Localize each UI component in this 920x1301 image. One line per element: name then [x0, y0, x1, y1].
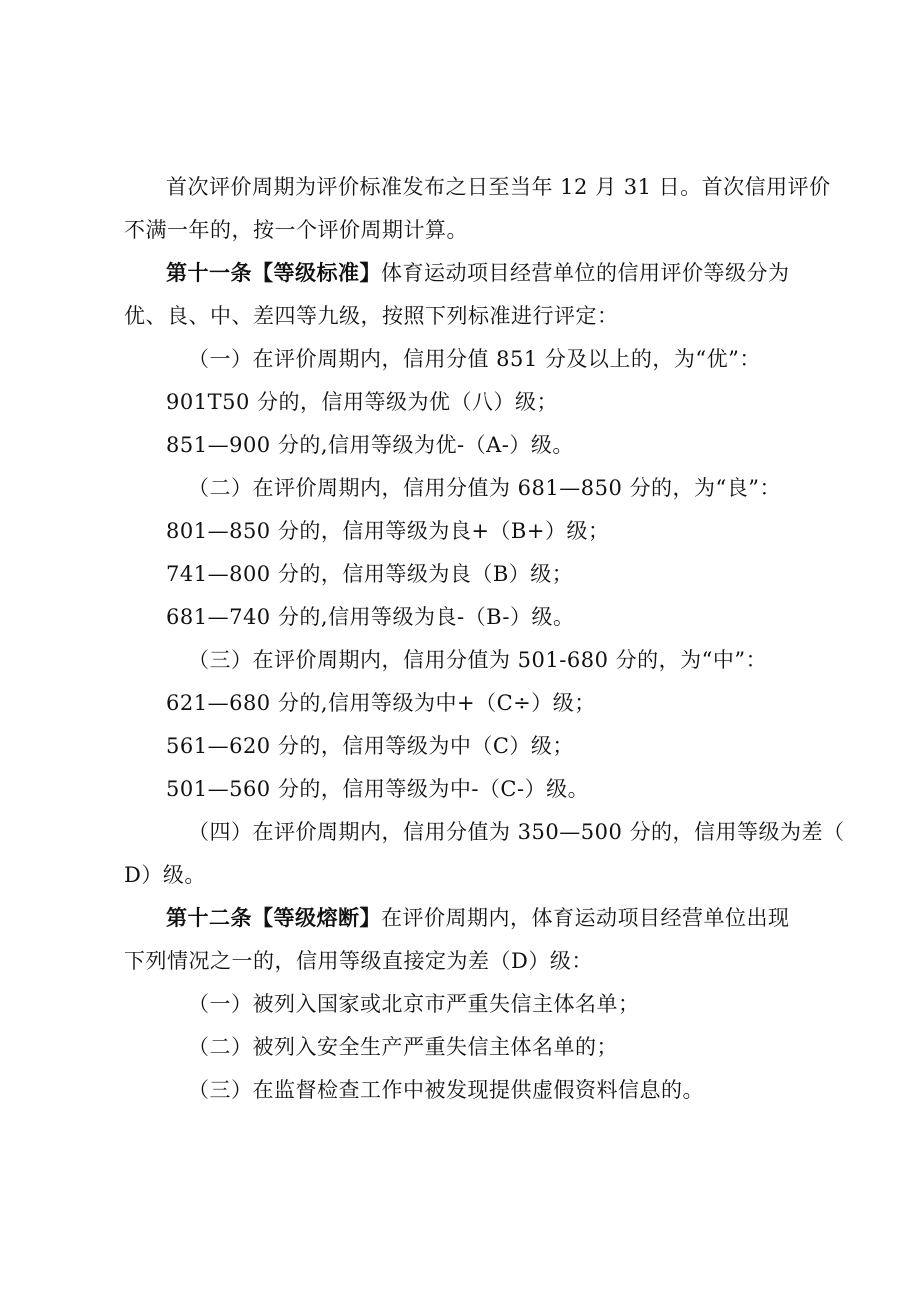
clause-line [188, 817, 845, 847]
line-text: 741—800 分的，信用等级为良（B）级； [166, 562, 574, 586]
line-text: （二）被列入安全生产严重失信主体名单的； [188, 1035, 618, 1059]
line-text: 901T50 分的，信用等级为优（八）级； [166, 390, 558, 414]
clause-line [188, 1032, 618, 1062]
grade-line [166, 688, 596, 718]
line-text: （四）在评价周期内，信用分值为 350—500 分的，信用等级为差（ [188, 820, 845, 844]
grade-line [166, 774, 589, 804]
grade-line [166, 430, 574, 460]
paragraph-line [124, 215, 468, 245]
article-title: 第十二条【等级熔断】 [166, 906, 381, 930]
line-text: 561—620 分的，信用等级为中（C）级； [166, 734, 574, 758]
article-heading-line [166, 903, 790, 933]
line-text: （一）被列入国家或北京市严重失信主体名单； [188, 992, 640, 1016]
line-text: 501—560 分的，信用等级为中-（C-）级。 [166, 777, 590, 801]
paragraph-line [166, 172, 831, 202]
line-text: （一）在评价周期内，信用分值 851 分及以上的，为“优”： [188, 347, 761, 371]
paragraph-line [124, 301, 619, 331]
paragraph-line [124, 860, 206, 890]
grade-line [166, 731, 574, 761]
clause-line [188, 344, 761, 374]
article-heading-line [166, 258, 790, 288]
line-text: 801—850 分的，信用等级为良+（B+）级； [166, 519, 610, 543]
line-text: D）级。 [124, 863, 206, 887]
clause-line [188, 989, 640, 1019]
clause-line [188, 473, 781, 503]
article-title: 第十一条【等级标准】 [166, 261, 381, 285]
grade-line [166, 559, 573, 589]
line-text: （三）在评价周期内，信用分值为 501-680 分的，为“中”： [188, 648, 768, 672]
clause-line [188, 645, 767, 675]
grade-line [166, 387, 558, 417]
clause-line [188, 1075, 704, 1105]
line-text: 851—900 分的,信用等级为优-（A-）级。 [166, 433, 574, 457]
line-text: 621—680 分的,信用等级为中+（C÷）级； [166, 691, 596, 715]
grade-line [166, 516, 609, 546]
grade-line [166, 602, 575, 632]
line-text: 体育运动项目经营单位的信用评价等级分为 [381, 261, 790, 285]
line-text: 下列情况之一的，信用等级直接定为差（D）级： [124, 949, 593, 973]
paragraph-line [124, 946, 593, 976]
line-text: 681—740 分的,信用等级为良-（B-）级。 [166, 605, 575, 629]
line-text: （二）在评价周期内，信用分值为 681—850 分的，为“良”： [188, 476, 781, 500]
line-text: 首次评价周期为评价标准发布之日至当年 12 月 31 日。首次信用评价 [166, 175, 831, 199]
line-text: 优、良、中、差四等九级，按照下列标准进行评定： [124, 304, 619, 328]
line-text: （三）在监督检查工作中被发现提供虚假资料信息的。 [188, 1078, 704, 1102]
line-text: 不满一年的，按一个评价周期计算。 [124, 218, 468, 242]
line-text: 在评价周期内，体育运动项目经营单位出现 [381, 906, 790, 930]
